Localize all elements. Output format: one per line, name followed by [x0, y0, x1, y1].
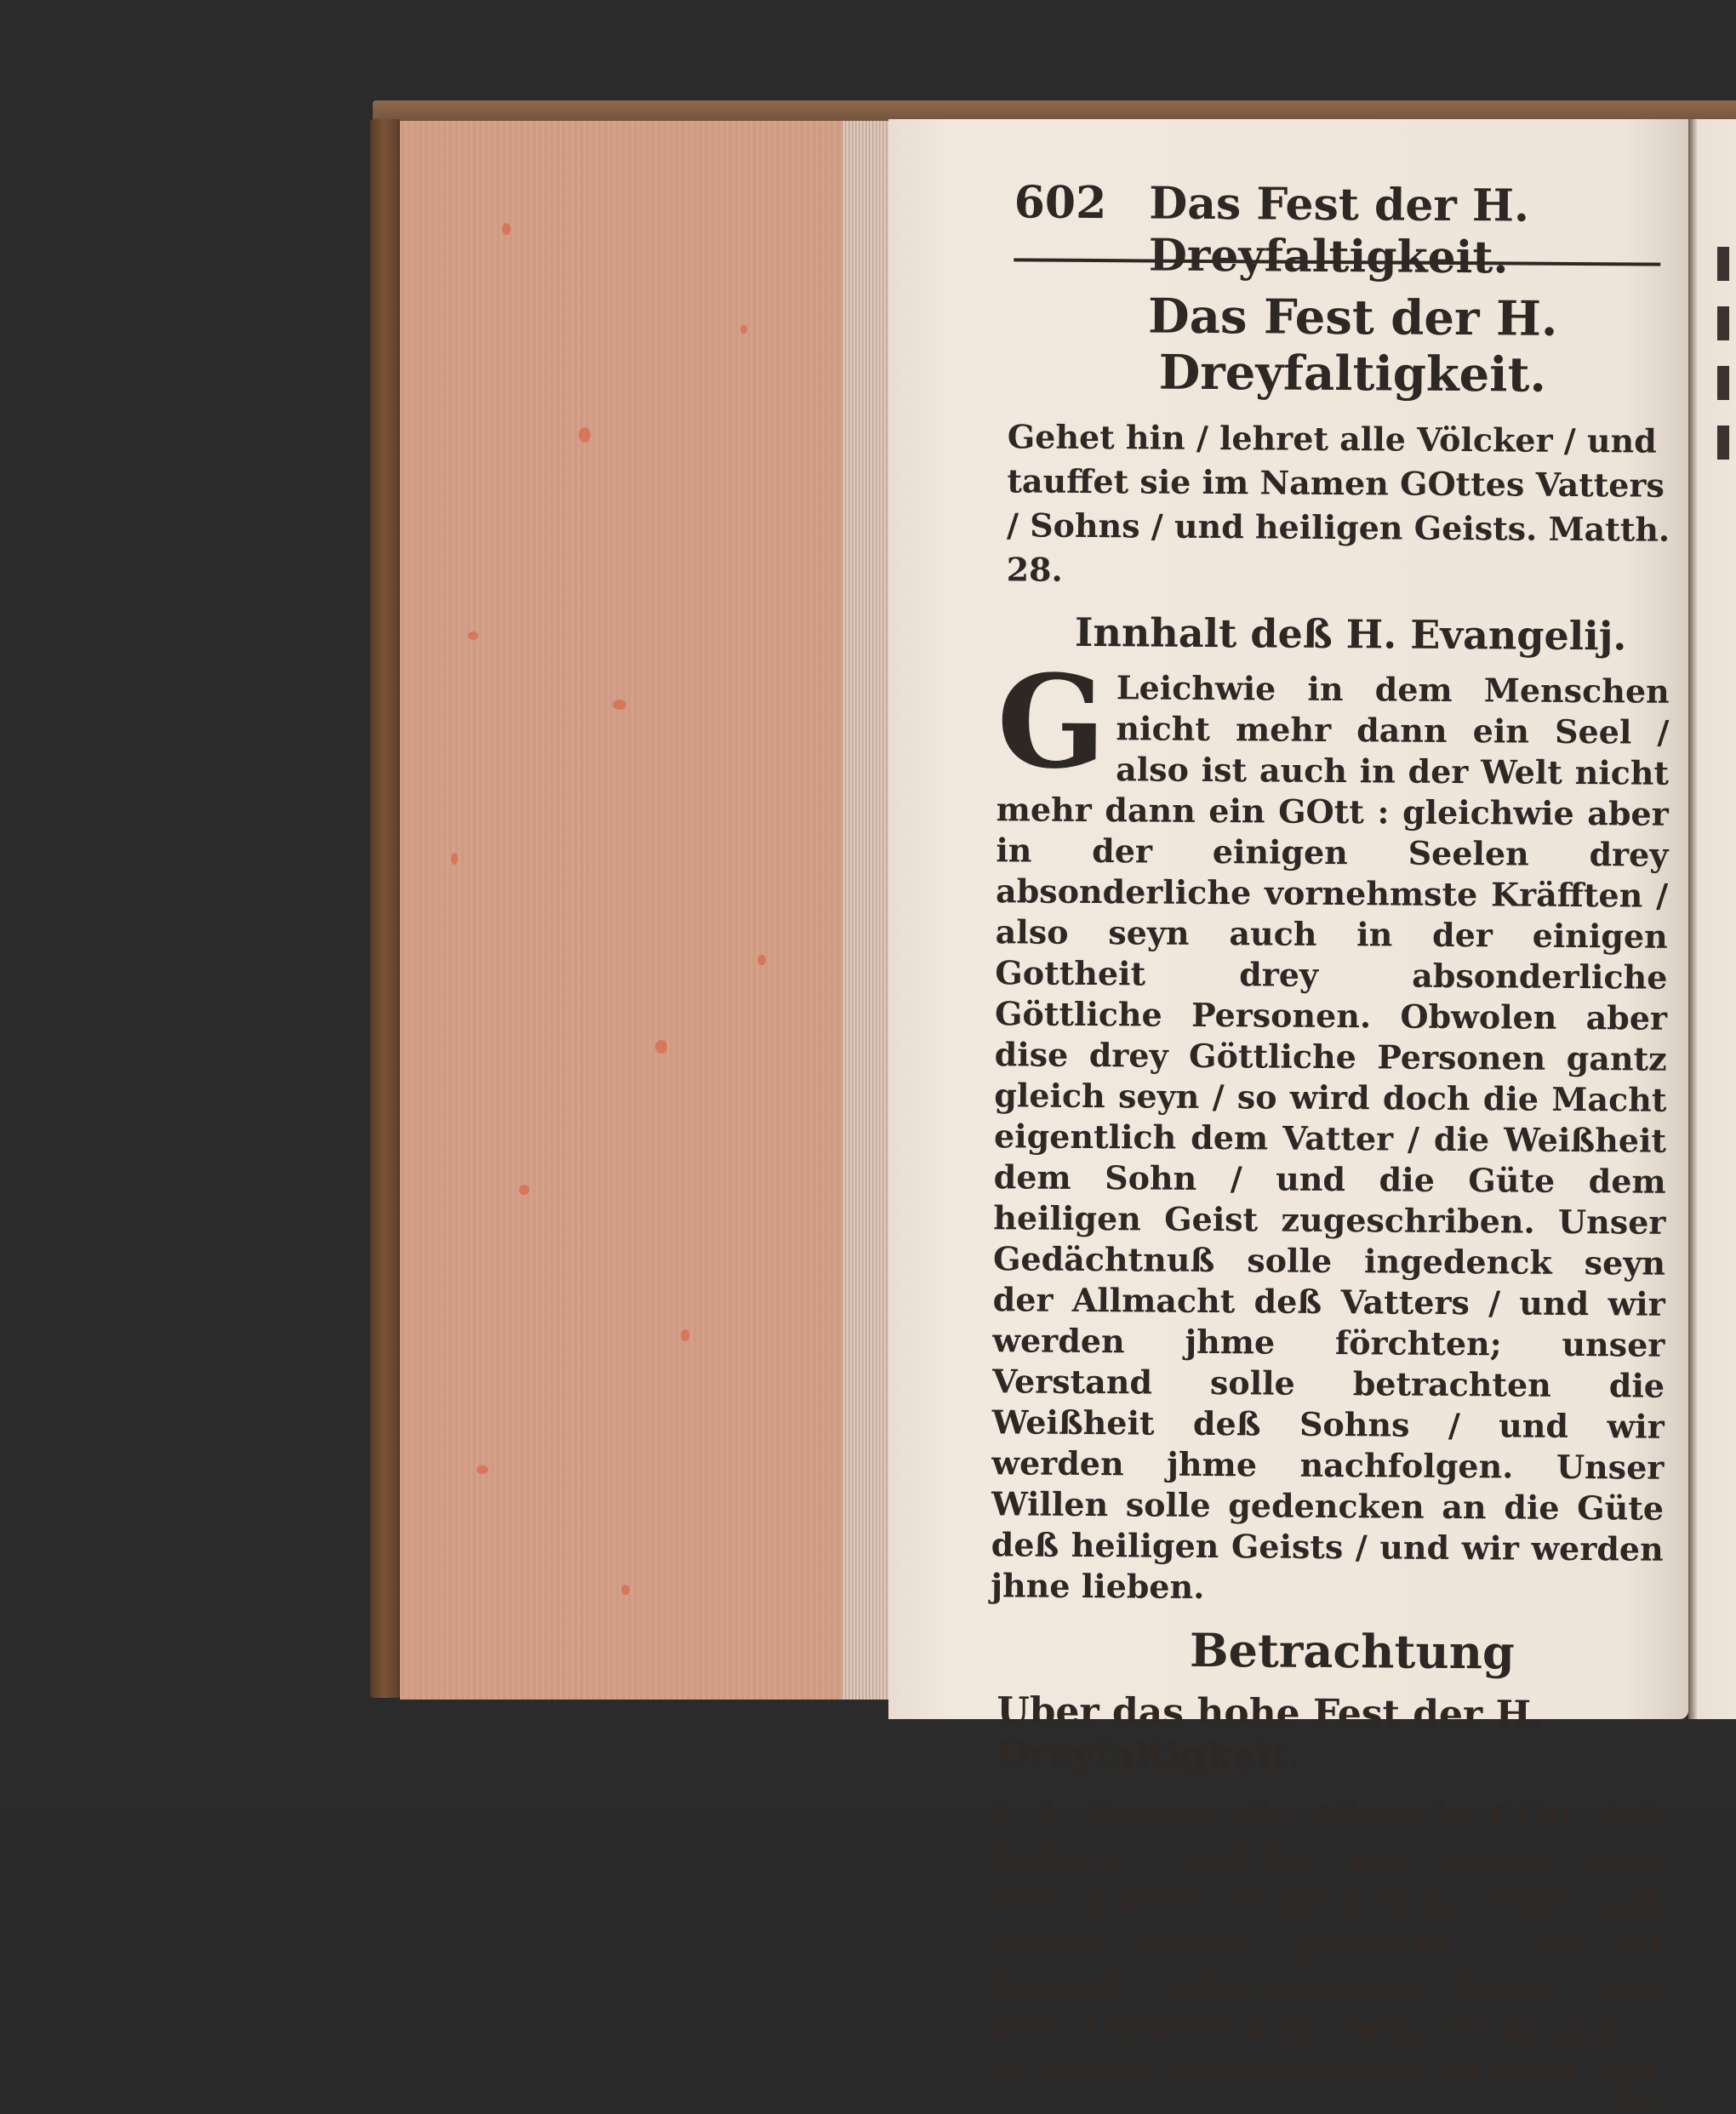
content-heading: Innhalt deß H. Evangelij. — [1074, 608, 1627, 660]
book-spine — [370, 119, 401, 1698]
show-through-ink — [987, 1583, 1413, 1633]
chapter-title: Das Fest der H. Dreyfaltigkeit. — [1147, 288, 1558, 403]
content-text: Leichwie in dem Menschen nicht mehr dann ein Seel / also ist auch in der Welt nicht mehr dann ein GOtt : gleichwie aber in der einigen Seelen drey absonderliche vornehmste Kräfften / also seyn auch in der einigen Gottheit drey absonderliche Göttliche Personen. Obwolen aber dise drey Göttliche Personen gantz gleich seyn / so wird doch die Macht eigentlich dem Vatter / die Weißheit dem Sohn / und die Güte dem heiligen Geist zugeschriben. Unser Gedächtnuß solle ingedenck seyn der Allmacht deß Vatters / und wir werden jhme förchten; unser Verstand solle betrachten die Weißheit deß Sohns / und wir werden jhme nachfolgen. Unser Willen solle gedencken an die Güte deß heiligen Geists / und wir werden jhne lieben. — [991, 668, 1670, 1606]
catchword: der — [1614, 2085, 1660, 2114]
page-number: 602 — [1014, 176, 1107, 230]
next-page-edge — [1688, 119, 1736, 1719]
section-paragraph: §. 1. Erwege die Allmacht GOtt deß Vatters / welcher mit einem Wort dise gantze sichtbarliche Welt auß nichts herfür gebracht ; so vil tausent widerspännige Engel auß dem Himmel auff ewig verstossen ; so grosse Wunderthaten so wohl auff — [987, 1793, 1662, 2092]
section-subtitle: Uber das hohe Fest der H. Dreyfaltigkeit. — [996, 1689, 1545, 1779]
section-title: Betrachtung — [1189, 1622, 1515, 1680]
page-text — [987, 176, 1673, 2113]
page-header — [1014, 176, 1673, 284]
page-block-edge — [400, 121, 888, 1700]
motto-verse: Gehet hin / lehret alle Völcker / und tauffet sie im Namen GOttes Vatters / Sohns / und heiligen Geists. Matth. 28. — [1006, 417, 1670, 589]
running-head: Das Fest der H. Dreyfaltigkeit. — [1148, 177, 1530, 284]
drop-cap: G — [996, 647, 1107, 798]
page-block-fore-edge — [842, 121, 894, 1700]
content-body — [991, 647, 1670, 1610]
